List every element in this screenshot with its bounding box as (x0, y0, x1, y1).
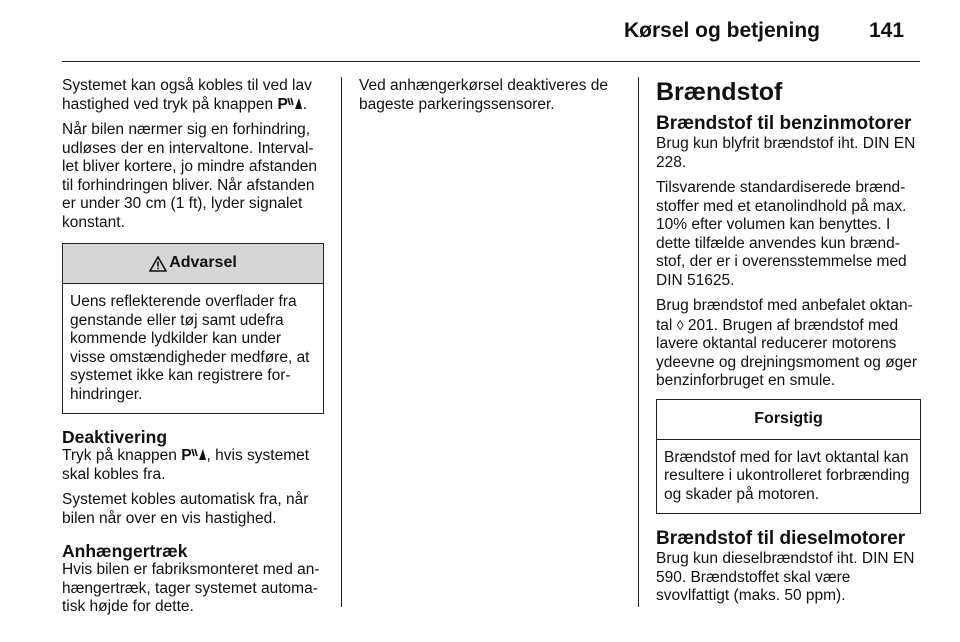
paragraph-interval-tone: Når bilen nærmer sig en forhindring, udløses der en intervaltone. Intervallet bliver kortere, jo mindre afstanden til forhindringen bliver. Når afstanden er under 30 cm (1 ft), lyder signalet konstant. (62, 121, 318, 231)
paragraph-ethanol: Tilsvarende standardiserede brændstoffer med et etanolindhold på max. 10% efter volumen kan benyttes. I dette tilfælde anvendes kun brændstof, der er i overensstemmelse med DIN 51625. (656, 179, 907, 289)
heading-diesel: Brændstof til dieselmotorer (656, 528, 906, 549)
symbol-letter: P (277, 95, 287, 113)
paragraph-octane (656, 297, 921, 391)
text: 201. Brugen af brændstof med lavere oktantal reducerer motorens ydeevne og drejningsmoment og øger benzinforbruget en smule. (656, 316, 918, 389)
paragraph-trailer: Hvis bilen er fabriksmonteret med anhængertræk, tager systemet automatisk højde for dette. (62, 561, 320, 615)
column-2 (359, 77, 621, 121)
heading-trailer: Anhængertræk (62, 541, 188, 561)
warning-triangle-icon (149, 256, 167, 272)
heading-petrol: Brændstof til benzinmotorer (656, 113, 912, 134)
header-rule (62, 61, 920, 62)
paragraph-diesel: Brug kun dieselbrændstof iht. DIN EN 590. Brændstoffet skal være svovlfattigt (maks. 50 ppm). (656, 550, 915, 604)
page-number: 141 (869, 19, 905, 42)
text: Brug brændstof med anbefalet oktantal (656, 297, 913, 334)
column-separator (341, 77, 342, 607)
paragraph-deactivation-button (62, 447, 324, 484)
warning-title: Advarsel (169, 254, 237, 272)
column-3 (656, 77, 921, 613)
caution-header (657, 400, 920, 440)
paragraph-trailer-sensors: Ved anhængerkørsel deaktiveres de bageste parkeringssensorer. (359, 77, 609, 113)
page-reference-icon[interactable]: ◊ (676, 316, 684, 333)
parking-assist-button-icon (181, 447, 206, 464)
heading-deactivation: Deaktivering (62, 427, 168, 447)
caution-title: Forsigtig (754, 409, 823, 427)
paragraph-auto-off: Systemet kobles automatisk fra, når bilen når over en vis hastighed. (62, 491, 309, 527)
warning-box (62, 243, 324, 414)
caution-text: Brændstof med for lavt oktantal kan resultere i ukontrolleret forbrænding og skader på motoren. (664, 448, 910, 503)
text: Systemet kan også kobles til ved lav hastighed ved tryk på knappen (62, 77, 312, 113)
symbol-letter: P (181, 447, 191, 464)
warning-text: Uens reflekterende overflader fra genstande eller tøj samt udefra kommende lydkilder kan under visse omstændigheder medføre, at systemet ikke kan registrere forhindringer. (70, 293, 310, 403)
parking-assist-button-icon (277, 96, 302, 113)
column-separator (638, 77, 639, 607)
text: , hvis systemet skal kobles fra. (62, 447, 310, 483)
column-1 (62, 77, 324, 624)
section-title-fuel: Brændstof (656, 78, 783, 106)
text: . (302, 95, 308, 113)
text: Tryk på knappen (62, 447, 177, 464)
paragraph-low-speed (62, 77, 324, 114)
paragraph-unleaded: Brug kun blyfrit brændstof iht. DIN EN 228. (656, 135, 916, 171)
caution-box (656, 399, 921, 515)
running-header-title: Kørsel og betjening (623, 19, 820, 42)
warning-header (63, 244, 323, 284)
